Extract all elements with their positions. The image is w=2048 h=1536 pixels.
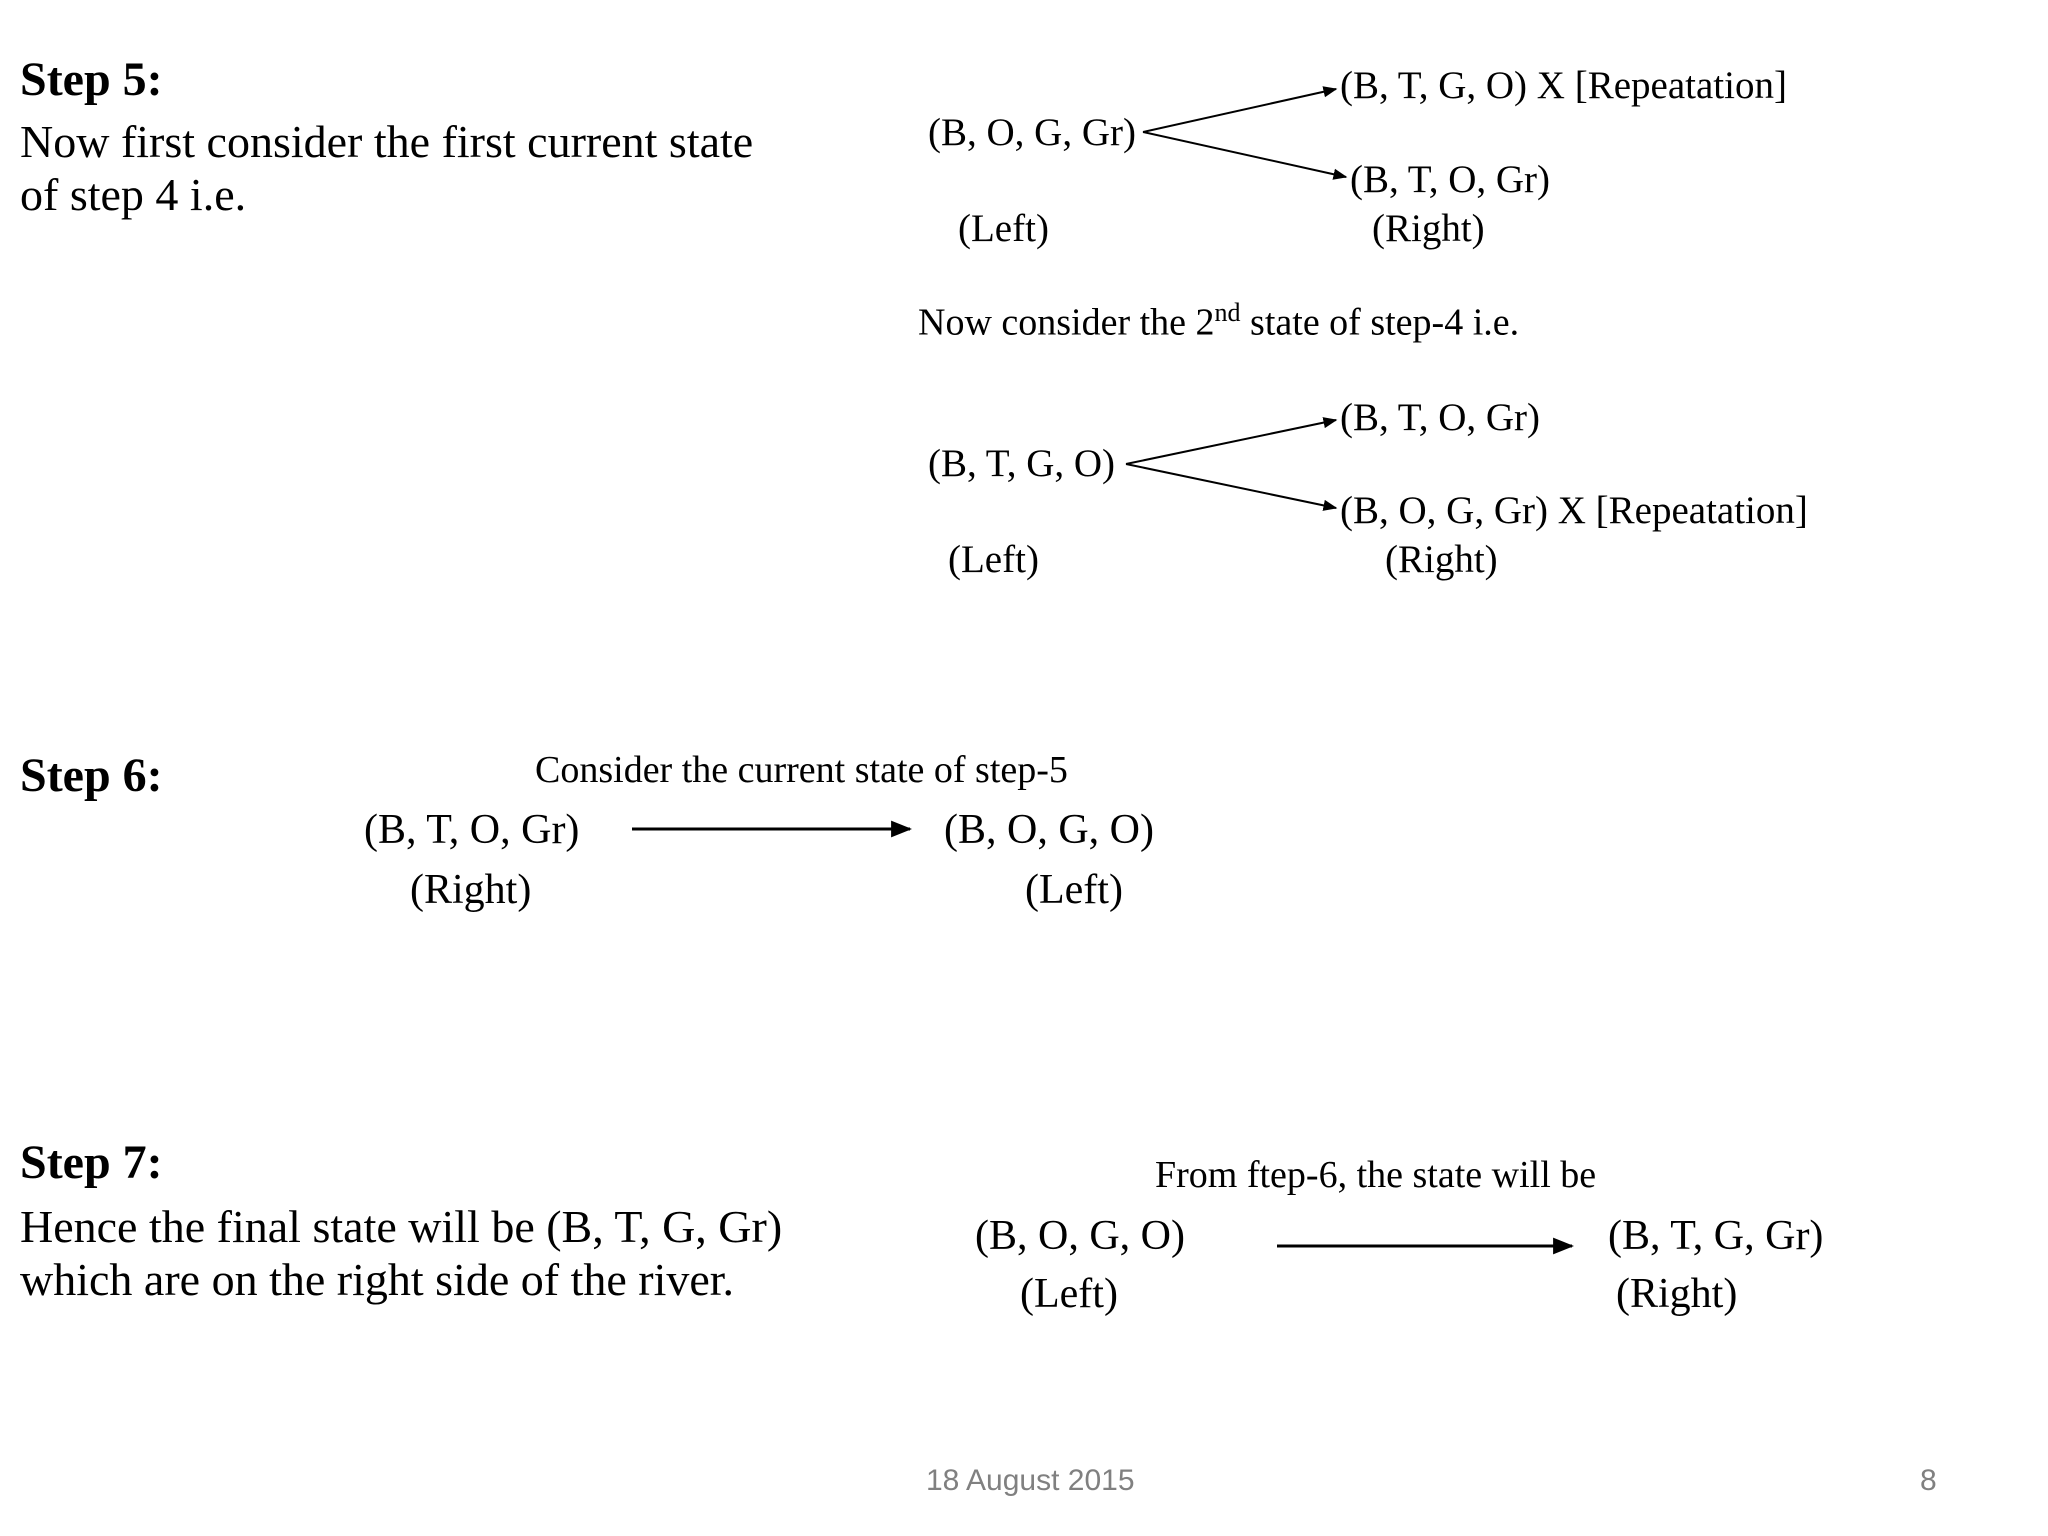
step5-title: Step 5: — [20, 53, 163, 106]
step6-from-label: (Right) — [410, 867, 532, 913]
step7-to-state: (B, T, G, Gr) — [1608, 1213, 1824, 1259]
s5d1-target-bottom: (B, T, O, Gr) — [1350, 158, 1551, 201]
step7-text: Hence the final state will be (B, T, G, Gr) which are on the right side of the river. — [20, 1201, 783, 1305]
arrow-s5d1-top — [1143, 89, 1336, 132]
arrow-s5d1-bottom — [1143, 132, 1346, 177]
step7-to-label: (Right) — [1616, 1271, 1738, 1317]
step6-to-state: (B, O, G, O) — [944, 807, 1154, 853]
s5d2-source-state: (B, T, G, O) — [928, 442, 1116, 485]
step6-to-label: (Left) — [1025, 867, 1123, 913]
s5d1-source-state: (B, O, G, Gr) — [928, 111, 1136, 154]
footer-date: 18 August 2015 — [926, 1464, 1135, 1497]
step7-title: Step 7: — [20, 1136, 163, 1189]
s5d1-right-label: (Right) — [1372, 207, 1485, 250]
s5d2-target-bottom: (B, O, G, Gr) X [Repeatation] — [1340, 489, 1808, 532]
footer-page-number: 8 — [1920, 1464, 1937, 1497]
step5-text: Now first consider the first current state of step 4 i.e. — [20, 116, 754, 220]
step6-from-state: (B, T, O, Gr) — [364, 807, 580, 853]
s5-caption-second-state: Now consider the 2nd state of step-4 i.e. — [918, 298, 1520, 344]
s5d1-target-top: (B, T, G, O) X [Repeatation] — [1340, 64, 1787, 107]
s5d1-left-label: (Left) — [958, 207, 1049, 250]
step7-from-label: (Left) — [1020, 1271, 1118, 1317]
s5d2-left-label: (Left) — [948, 538, 1039, 581]
step7-from-state: (B, O, G, O) — [975, 1213, 1185, 1259]
step7-caption: From ftep-6, the state will be — [1155, 1154, 1597, 1196]
s5d2-right-label: (Right) — [1385, 538, 1498, 581]
arrow-s5d2-bottom — [1126, 464, 1336, 508]
step6-caption: Consider the current state of step-5 — [535, 749, 1068, 791]
step6-title: Step 6: — [20, 749, 163, 802]
arrow-s5d2-top — [1126, 420, 1336, 464]
s5d2-target-top: (B, T, O, Gr) — [1340, 396, 1541, 439]
